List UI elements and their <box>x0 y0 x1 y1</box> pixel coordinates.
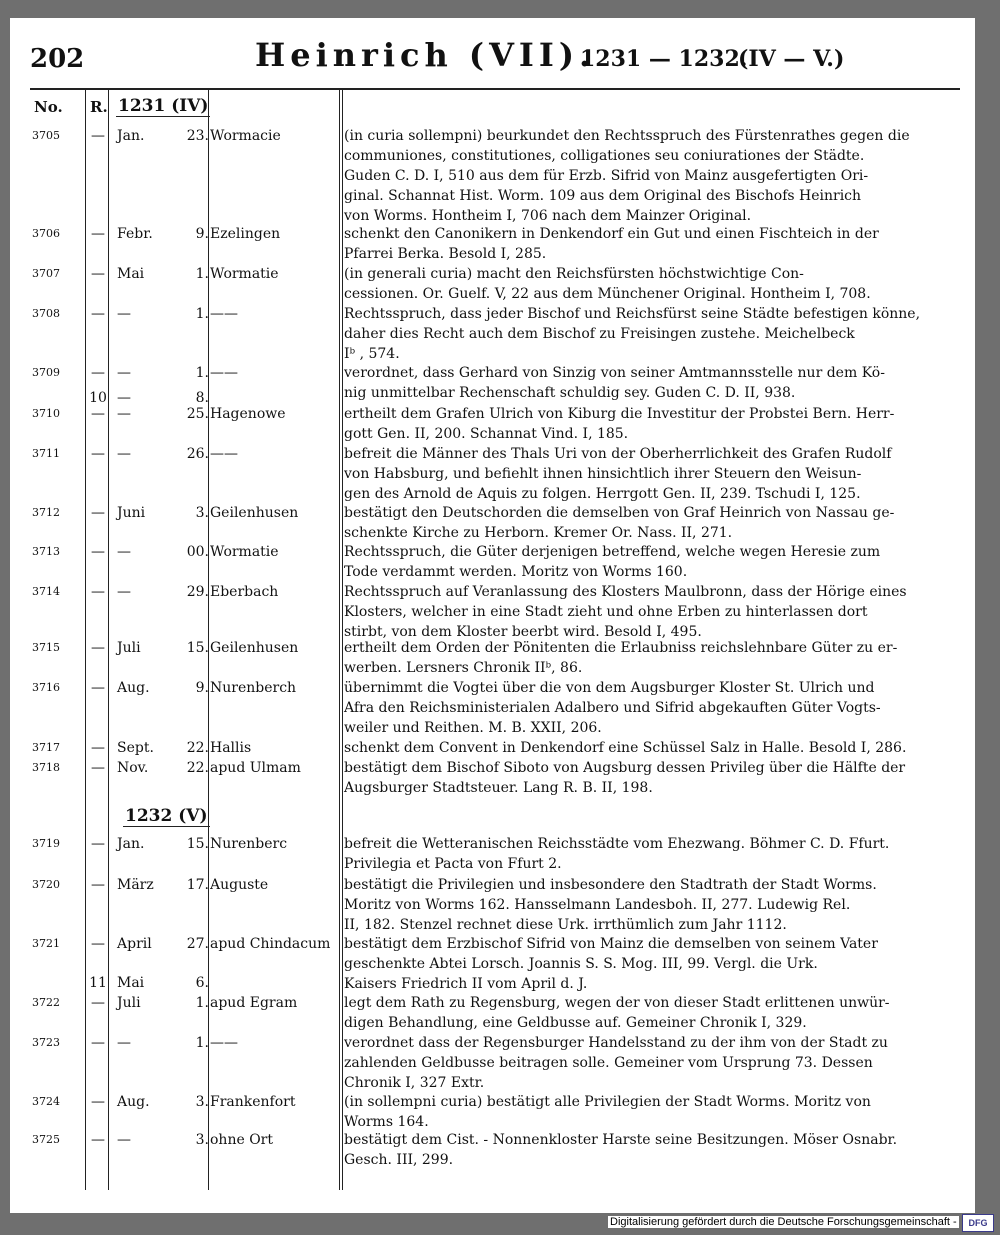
running-title: Heinrich (VII). <box>255 36 596 74</box>
entry-place: —— <box>210 446 238 462</box>
entry-place: Hallis <box>210 740 252 756</box>
entry-r-number: — <box>91 877 105 893</box>
entry-r-number: — <box>91 365 105 381</box>
entry-r-number: — <box>91 1132 105 1148</box>
entry-text-line: Iᵇ , 574. <box>344 346 400 362</box>
entry-place: ohne Ort <box>210 1132 273 1148</box>
entry-month: Juli <box>117 995 141 1011</box>
entry-place: apud Egram <box>210 995 298 1011</box>
entry-day: 9. <box>195 680 209 696</box>
entry-r-number: — <box>91 505 105 521</box>
entry-number: 3712 <box>32 506 60 519</box>
entry-place: Wormatie <box>210 266 279 282</box>
entry-month: — <box>117 406 131 422</box>
entry-text <box>344 363 940 403</box>
entry-text <box>344 1033 940 1093</box>
entry-text-line: weiler und Reithen. M. B. XXII, 206. <box>344 720 602 736</box>
column-header-r: R. <box>90 98 108 116</box>
entry-r-number: — <box>91 226 105 242</box>
entry-month: — <box>117 1132 131 1148</box>
entry-place: Ezelingen <box>210 226 281 242</box>
entry-text-line: Augsburger Stadtsteuer. Lang R. B. II, 198. <box>344 780 653 796</box>
entry-text <box>344 993 940 1033</box>
entry-month: — <box>117 1035 131 1051</box>
entry-r-number: — <box>91 640 105 656</box>
entry-text-line: von Habsburg, und befiehlt ihnen hinsichtlich ihrer Steuern den Weisun- <box>344 466 862 482</box>
entry-text-line: geschenkte Abtei Lorsch. Joannis S. S. Mog. III, 99. Vergl. die Urk. <box>344 956 818 972</box>
entry-r-number: — <box>91 266 105 282</box>
entry-text <box>344 264 940 304</box>
entry-text <box>344 582 940 642</box>
entry-month: — <box>117 306 131 322</box>
entry-day: 8. <box>195 390 209 406</box>
entry-text-line: (in generali curia) macht den Reichsfürsten höchstwichtige Con- <box>344 266 804 282</box>
entry-text-line: gen des Arnold de Aquis zu folgen. Herrgott Gen. II, 239. Tschudi I, 125. <box>344 486 861 502</box>
entry-number: 3721 <box>32 937 60 950</box>
entry-r-number: — <box>91 406 105 422</box>
entry-number: 3716 <box>32 681 60 694</box>
entry-text-line: ertheilt dem Grafen Ulrich von Kiburg die Investitur der Probstei Bern. Herr- <box>344 406 895 422</box>
entry-text-line: Guden C. D. I, 510 aus dem für Erzb. Sifrid von Mainz ausgefertigten Ori- <box>344 168 869 184</box>
running-head <box>10 28 975 78</box>
entry-place: Geilenhusen <box>210 640 299 656</box>
entry-number: 3708 <box>32 307 60 320</box>
entry-r-number: 10 <box>89 390 107 406</box>
entry-number: 3720 <box>32 878 60 891</box>
entry-text <box>344 542 940 582</box>
entry-text-line: Kaisers Friedrich II vom April d. J. <box>344 976 588 992</box>
entry-text-line: übernimmt die Vogtei über die von dem Augsburger Kloster St. Ulrich und <box>344 680 875 696</box>
entry-text-line: Rechtsspruch auf Veranlassung des Klosters Maulbronn, dass der Hörige eines <box>344 584 907 600</box>
entry-month: — <box>117 390 131 406</box>
entry-text-line: bestätigt die Privilegien und insbesondere den Stadtrath der Stadt Worms. <box>344 877 877 893</box>
entry-number: 3715 <box>32 641 60 654</box>
entry-month: — <box>117 544 131 560</box>
entry-day: 27. <box>186 936 209 952</box>
running-years: 1231 — 1232. <box>580 46 748 72</box>
entry-text <box>344 503 940 543</box>
entry-text-line: Tode verdammt werden. Moritz von Worms 160. <box>344 564 688 580</box>
entry-text-line: bestätigt dem Cist. - Nonnenkloster Harste seine Besitzungen. Möser Osnabr. <box>344 1132 898 1148</box>
entry-day: 00. <box>186 544 209 560</box>
entry-month: — <box>117 365 131 381</box>
entry-text-line: Rechtsspruch, die Güter derjenigen betreffend, welche wegen Heresie zum <box>344 544 881 560</box>
entry-text <box>344 758 940 798</box>
entry-place: Frankenfort <box>210 1094 296 1110</box>
entry-text <box>344 678 940 738</box>
entry-day: 1. <box>195 1035 209 1051</box>
entry-day: 23. <box>186 128 209 144</box>
entry-place: Nurenberch <box>210 680 297 696</box>
entry-r-number: — <box>91 760 105 776</box>
entry-number: 3713 <box>32 545 60 558</box>
entry-month: März <box>117 877 154 893</box>
entry-text-line: schenkt dem Convent in Denkendorf eine Schüssel Salz in Halle. Besold I, 286. <box>344 740 907 756</box>
entry-text-line: gott Gen. II, 200. Schannat Vind. I, 185. <box>344 426 629 442</box>
entry-month: Juli <box>117 640 141 656</box>
entry-text <box>344 875 940 935</box>
entry-day: 1. <box>195 306 209 322</box>
entry-r-number: — <box>91 128 105 144</box>
entry-text-line: cessionen. Or. Guelf. V, 22 aus dem Münchener Original. Hontheim I, 708. <box>344 286 871 302</box>
entry-text-line: befreit die Männer des Thals Uri von der Oberherrlichkeit des Grafen Rudolf <box>344 446 892 462</box>
dfg-logo: DFG <box>962 1214 994 1232</box>
entry-text-line: daher dies Recht auch dem Bischof zu Freisingen zustehe. Meichelbeck <box>344 326 855 342</box>
digitization-credit: Digitalisierung gefördert durch die Deutsche Forschungsgemeinschaft - <box>610 1216 957 1228</box>
entry-r-number: — <box>91 584 105 600</box>
entry-day: 29. <box>186 584 209 600</box>
entry-day: 9. <box>195 226 209 242</box>
running-reign: (IV — V.) <box>738 46 845 72</box>
entry-day: 17. <box>186 877 209 893</box>
entry-text-line: stirbt, von dem Kloster beerbt wird. Besold I, 495. <box>344 624 702 640</box>
entry-day: 15. <box>186 836 209 852</box>
entry-month: — <box>117 584 131 600</box>
entry-text <box>344 1130 940 1170</box>
entry-place: Eberbach <box>210 584 279 600</box>
entry-place: apud Ulmam <box>210 760 301 776</box>
entry-text-line: verordnet dass der Regensburger Handelsstand zu der ihm von der Stadt zu <box>344 1035 888 1051</box>
entry-month: Febr. <box>117 226 153 242</box>
entry-place: —— <box>210 1035 238 1051</box>
entry-r-number: — <box>91 740 105 756</box>
entry-place: Wormacie <box>210 128 281 144</box>
entry-month: — <box>117 446 131 462</box>
column-divider <box>339 90 343 1190</box>
entry-day: 25. <box>186 406 209 422</box>
column-header-no: No. <box>34 98 63 116</box>
entry-text-line: bestätigt dem Bischof Siboto von Augsburg dessen Privileg über die Hälfte der <box>344 760 906 776</box>
entry-text-line: Afra den Reichsministerialen Adalbero und Sifrid abgekauften Güter Vogts- <box>344 700 881 716</box>
entry-month: April <box>117 936 152 952</box>
entry-month: Aug. <box>117 1094 150 1110</box>
entry-text <box>344 638 940 678</box>
entry-text-line: schenkt den Canonikern in Denkendorf ein Gut und einen Fischteich in der <box>344 226 879 242</box>
entry-text-line: von Worms. Hontheim I, 706 nach dem Mainzer Original. <box>344 208 752 224</box>
entry-text-line: legt dem Rath zu Regensburg, wegen der von dieser Stadt erlittenen unwür- <box>344 995 890 1011</box>
entry-number: 3705 <box>32 129 60 142</box>
entry-r-number: — <box>91 936 105 952</box>
entry-place: Geilenhusen <box>210 505 299 521</box>
entry-month: Mai <box>117 266 145 282</box>
entry-number: 3725 <box>32 1133 60 1146</box>
entry-text <box>344 934 940 994</box>
entry-text <box>344 834 940 874</box>
year-header-1232: 1232 (V) <box>125 806 208 826</box>
entry-r-number: — <box>91 544 105 560</box>
entry-text-line: Rechtsspruch, dass jeder Bischof und Reichsfürst seine Städte befestigen könne, <box>344 306 921 322</box>
entry-day: 15. <box>186 640 209 656</box>
header-rule <box>30 88 960 90</box>
entry-text-line: Privilegia et Pacta von Ffurt 2. <box>344 856 562 872</box>
entry-day: 1. <box>195 266 209 282</box>
entry-number: 3706 <box>32 227 60 240</box>
entry-text-line: (in sollempni curia) bestätigt alle Privilegien der Stadt Worms. Moritz von <box>344 1094 871 1110</box>
entry-place: —— <box>210 306 238 322</box>
entry-text-line: Klosters, welcher in eine Stadt zieht und ohne Erben zu hinterlassen dort <box>344 604 868 620</box>
entry-text <box>344 304 940 364</box>
entry-number: 3711 <box>32 447 60 460</box>
entry-month: Jan. <box>117 836 145 852</box>
entry-place: Wormatie <box>210 544 279 560</box>
entry-text-line: Moritz von Worms 162. Hansselmann Landesboh. II, 277. Ludewig Rel. <box>344 897 851 913</box>
entry-number: 3707 <box>32 267 60 280</box>
entry-number: 3719 <box>32 837 60 850</box>
entry-day: 26. <box>186 446 209 462</box>
entry-number: 3710 <box>32 407 60 420</box>
entry-text-line: zahlenden Geldbusse beitragen solle. Gemeiner vom Ursprung 73. Dessen <box>344 1055 873 1071</box>
entry-text-line: ertheilt dem Orden der Pönitenten die Erlaubniss reichslehnbare Güter zu er- <box>344 640 898 656</box>
entry-r-number: 11 <box>89 975 107 991</box>
entry-text-line: befreit die Wetteranischen Reichsstädte vom Ehezwang. Böhmer C. D. Ffurt. <box>344 836 890 852</box>
entry-text-line: bestätigt dem Erzbischof Sifrid von Mainz die demselben von seinem Vater <box>344 936 878 952</box>
entry-day: 22. <box>186 740 209 756</box>
entry-month: Aug. <box>117 680 150 696</box>
entry-place: —— <box>210 365 238 381</box>
entry-text-line: Chronik I, 327 Extr. <box>344 1075 485 1091</box>
entry-number: 3714 <box>32 585 60 598</box>
entry-day: 3. <box>195 1132 209 1148</box>
entry-day: 6. <box>195 975 209 991</box>
entry-place: Hagenowe <box>210 406 286 422</box>
entry-place: Nurenberc <box>210 836 288 852</box>
entry-text <box>344 126 940 226</box>
entry-number: 3717 <box>32 741 60 754</box>
entry-day: 3. <box>195 1094 209 1110</box>
entry-number: 3718 <box>32 761 60 774</box>
entry-month: Juni <box>117 505 146 521</box>
entry-number: 3723 <box>32 1036 60 1049</box>
entry-text <box>344 404 940 444</box>
entry-text-line: schenkte Kirche zu Herborn. Kremer Or. Nass. II, 271. <box>344 525 733 541</box>
entry-r-number: — <box>91 1035 105 1051</box>
entry-month: Sept. <box>117 740 154 756</box>
entry-text-line: ginal. Schannat Hist. Worm. 109 aus dem Original des Bischofs Heinrich <box>344 188 862 204</box>
page-number: 202 <box>30 44 85 74</box>
entry-text-line: Worms 164. <box>344 1114 429 1130</box>
entry-day: 1. <box>195 995 209 1011</box>
entry-day: 3. <box>195 505 209 521</box>
entry-text-line: Pfarrei Berka. Besold I, 285. <box>344 246 547 262</box>
entry-text <box>344 224 940 264</box>
entry-place: Auguste <box>210 877 269 893</box>
entry-text-line: nig unmittelbar Rechenschaft schuldig sey. Guden C. D. II, 938. <box>344 385 796 401</box>
entry-place: apud Chindacum <box>210 936 331 952</box>
entry-r-number: — <box>91 836 105 852</box>
entry-text-line: werben. Lersners Chronik IIᵇ, 86. <box>344 660 583 676</box>
entry-r-number: — <box>91 995 105 1011</box>
entry-month: Jan. <box>117 128 145 144</box>
entry-text-line: communiones, constitutiones, colligationes seu coniurationes der Städte. <box>344 148 865 164</box>
entry-r-number: — <box>91 680 105 696</box>
entry-month: Nov. <box>117 760 149 776</box>
entry-text-line: II, 182. Stenzel rechnet diese Urk. irrthümlich zum Jahr 1112. <box>344 917 787 933</box>
entry-r-number: — <box>91 1094 105 1110</box>
entry-text-line: digen Behandlung, eine Geldbusse auf. Gemeiner Chronik I, 329. <box>344 1015 807 1031</box>
entry-text <box>344 1092 940 1132</box>
entry-r-number: — <box>91 306 105 322</box>
entry-day: 22. <box>186 760 209 776</box>
entry-text-line: bestätigt den Deutschorden die demselben von Graf Heinrich von Nassau ge- <box>344 505 895 521</box>
entry-number: 3709 <box>32 366 60 379</box>
entry-number: 3722 <box>32 996 60 1009</box>
entry-day: 1. <box>195 365 209 381</box>
year-header-1231: 1231 (IV) <box>118 96 209 116</box>
entry-text-line: verordnet, dass Gerhard von Sinzig von seiner Amtmannsstelle nur dem Kö- <box>344 365 885 381</box>
entry-text-line: Gesch. III, 299. <box>344 1152 454 1168</box>
entry-r-number: — <box>91 446 105 462</box>
entry-number: 3724 <box>32 1095 60 1108</box>
entry-text <box>344 444 940 504</box>
entry-text-line: (in curia sollempni) beurkundet den Rechtsspruch des Fürstenrathes gegen die <box>344 128 910 144</box>
entry-text <box>344 738 940 758</box>
document-page <box>10 18 975 1213</box>
entry-month: Mai <box>117 975 145 991</box>
